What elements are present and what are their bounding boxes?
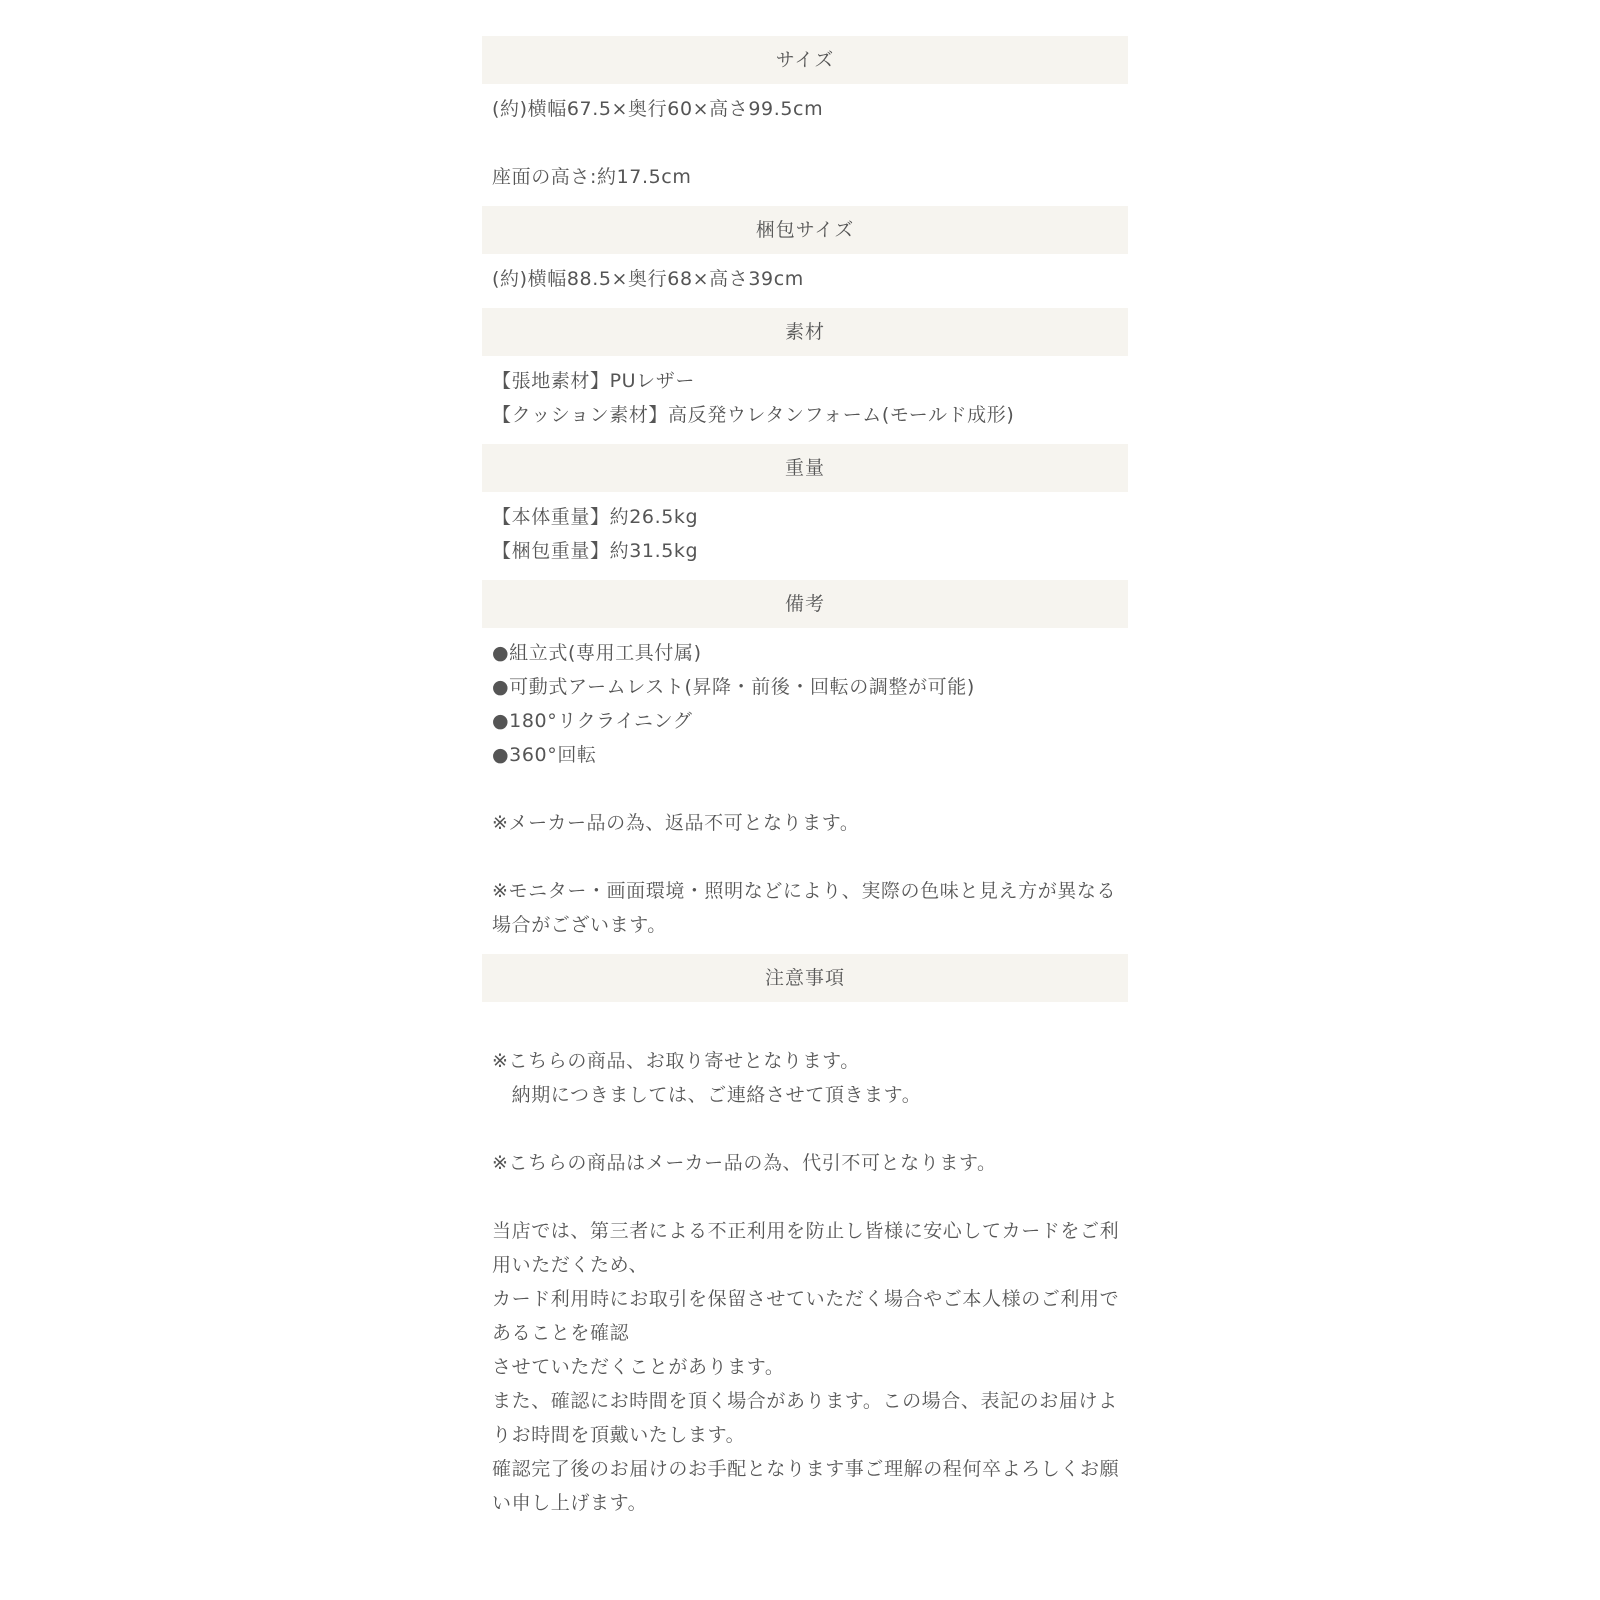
- note-return-policy: ※メーカー品の為、返品不可となります。: [492, 812, 860, 834]
- section-body-size: [482, 84, 1128, 206]
- caution-card-text: あることを確認: [492, 1322, 630, 1344]
- package-dimensions: (約)横幅88.5×奥行68×高さ39cm: [492, 268, 804, 290]
- section-header-caution: 注意事項: [482, 954, 1128, 1002]
- note-item: ●組立式(専用工具付属): [492, 642, 702, 664]
- caution-card-text: 用いただくため、: [492, 1254, 649, 1276]
- caution-card-text: 確認完了後のお届けのお手配となります事ご理解の程何卒よろしくお願: [492, 1458, 1120, 1480]
- section-package-size: [482, 206, 1128, 308]
- caution-order: ※こちらの商品、お取り寄せとなります。: [492, 1050, 860, 1072]
- section-material: [482, 308, 1128, 444]
- note-item: ●360°回転: [492, 744, 597, 766]
- cushion-material: 【クッション素材】高反発ウレタンフォーム(モールド成形): [492, 404, 1015, 426]
- section-size: [482, 36, 1128, 206]
- section-body-material: [482, 356, 1128, 444]
- section-body-caution: [482, 1002, 1128, 1530]
- section-weight: [482, 444, 1128, 580]
- section-header-size: サイズ: [482, 36, 1128, 84]
- body-weight: 【本体重量】約26.5kg: [492, 506, 699, 528]
- section-body-notes: [482, 628, 1128, 954]
- caution-card-text: カード利用時にお取引を保留させていただく場合やご本人様のご利用で: [492, 1288, 1120, 1310]
- caution-card-text: また、確認にお時間を頂く場合があります。この場合、表記のお届けよ: [492, 1390, 1118, 1412]
- caution-card-text: 当店では、第三者による不正利用を防止し皆様に安心してカードをご利: [492, 1220, 1120, 1242]
- section-header-notes: 備考: [482, 580, 1128, 628]
- section-body-package-size: [482, 254, 1128, 308]
- note-color-disclaimer: ※モニター・画面環境・照明などにより、実際の色味と見え方が異なる: [492, 880, 1117, 902]
- section-header-package-size: 梱包サイズ: [482, 206, 1128, 254]
- note-item: ●180°リクライニング: [492, 710, 693, 732]
- caution-card-text: りお時間を頂戴いたします。: [492, 1424, 746, 1446]
- section-header-weight: 重量: [482, 444, 1128, 492]
- product-spec-table: [482, 36, 1128, 1530]
- caution-cod: ※こちらの商品はメーカー品の為、代引不可となります。: [492, 1152, 997, 1174]
- caution-delivery: 納期につきましては、ご連絡させて頂きます。: [492, 1084, 922, 1106]
- caution-card-text: い申し上げます。: [492, 1492, 648, 1514]
- caution-card-text: させていただくことがあります。: [492, 1356, 785, 1378]
- section-header-material: 素材: [482, 308, 1128, 356]
- section-body-weight: [482, 492, 1128, 580]
- size-dimensions: (約)横幅67.5×奥行60×高さ99.5cm: [492, 98, 824, 120]
- section-caution: [482, 954, 1128, 1530]
- upholstery-material: 【張地素材】PUレザー: [492, 370, 695, 392]
- package-weight: 【梱包重量】約31.5kg: [492, 540, 699, 562]
- section-notes: [482, 580, 1128, 954]
- note-item: ●可動式アームレスト(昇降・前後・回転の調整が可能): [492, 676, 975, 698]
- note-color-disclaimer-cont: 場合がございます。: [492, 914, 667, 936]
- seat-height: 座面の高さ:約17.5cm: [492, 166, 692, 188]
